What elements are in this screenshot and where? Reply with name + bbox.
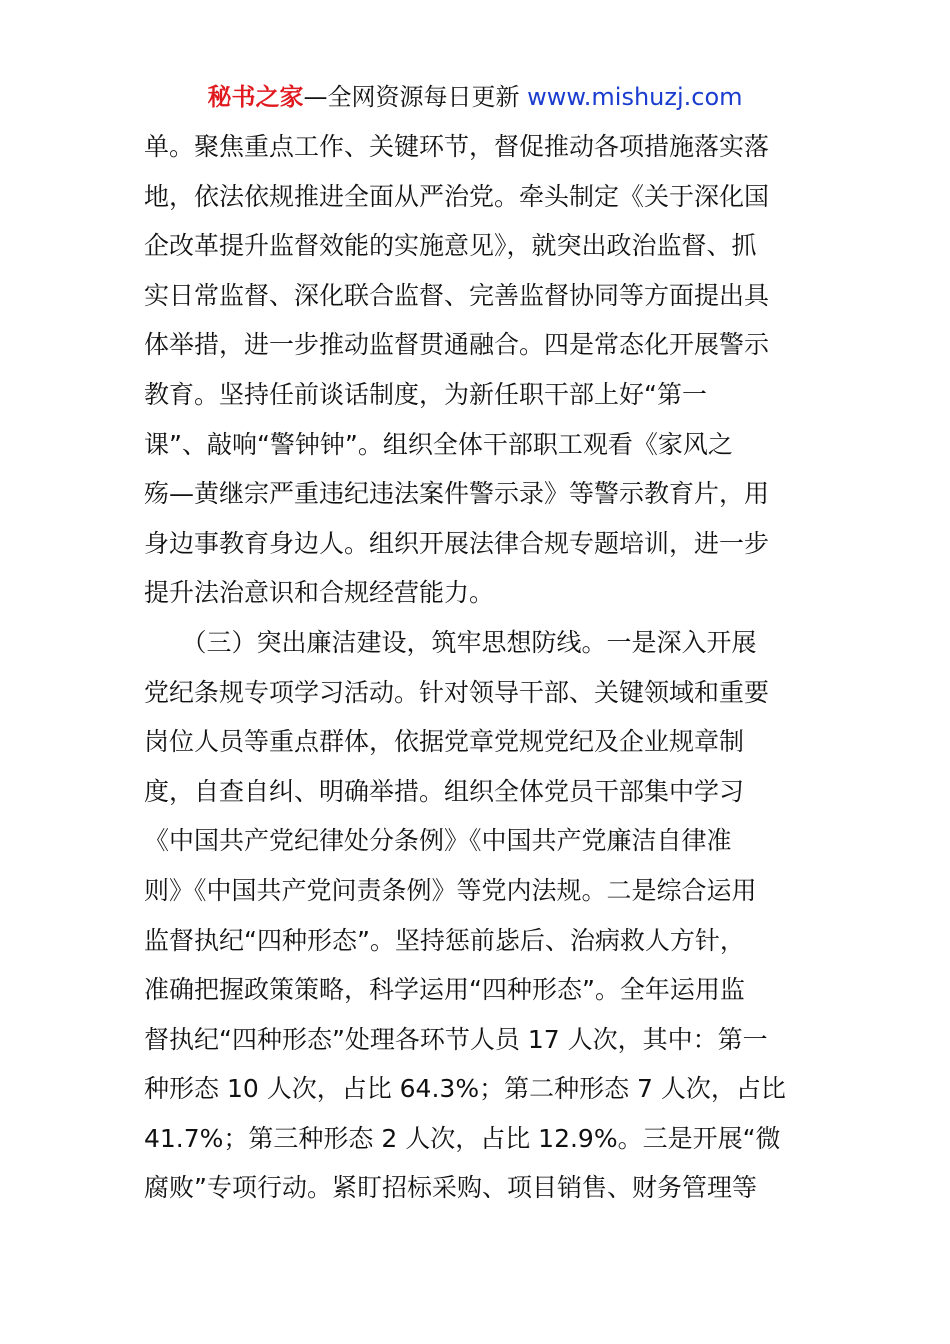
text-line: 提升法治意识和合规经营能力。 — [144, 578, 495, 608]
text-line: 身边事教育身边人。组织开展法律合规专题培训，进一步 — [144, 528, 770, 558]
text-line: 督执纪“四种形态”处理各环节人员 17 人次，其中：第一 — [144, 1024, 768, 1054]
brand-name: 秘书之家 — [207, 83, 304, 111]
text-line: 41.7%；第三种形态 2 人次，占比 12.9%。三是开展“微 — [144, 1123, 781, 1153]
text-line: 监督执纪“四种形态”。坚持惩前毖后、治病救人方针， — [144, 925, 745, 955]
text-line: 教育。坚持任前谈话制度，为新任职干部上好“第一 — [144, 379, 707, 409]
site-url-link[interactable]: www.mishuzj.com — [527, 83, 743, 111]
document-body — [144, 122, 814, 1213]
text-line: 课”、敲响“警钟钟”。组织全体干部职工观看《家风之 — [144, 429, 733, 459]
text-line: 党纪条规专项学习活动。针对领导干部、关键领域和重要 — [144, 677, 770, 707]
text-line: 地，依法依规推进全面从严治党。牵头制定《关于深化国 — [144, 181, 770, 211]
header-tagline: —全网资源每日更新 — [303, 83, 520, 111]
text-line: 度，自查自纠、明确举措。组织全体党员干部集中学习 — [144, 776, 745, 806]
text-line: 岗位人员等重点群体，依据党章党规党纪及企业规章制 — [144, 727, 745, 757]
text-line: 腐败”专项行动。紧盯招标采购、项目销售、财务管理等 — [144, 1173, 757, 1203]
text-line: 《中国共产党纪律处分条例》《中国共产党廉洁自律准 — [144, 826, 732, 856]
text-line: 种形态 10 人次，占比 64.3%；第二种形态 7 人次，占比 — [144, 1074, 786, 1104]
text-line: 殇—黄继宗严重违纪违法案件警示录》等警示教育片，用 — [144, 479, 770, 509]
page-header — [0, 80, 950, 114]
text-line: 单。聚焦重点工作、关键环节，督促推动各项措施落实落 — [144, 132, 770, 161]
text-line: 实日常监督、深化联合监督、完善监督协同等方面提出具 — [144, 280, 770, 310]
text-line: 体举措，进一步推动监督贯通融合。四是常态化开展警示 — [144, 330, 770, 360]
text-line: 企改革提升监督效能的实施意见》，就突出政治监督、抓 — [144, 231, 757, 261]
text-line: 则》《中国共产党问责条例》等党内法规。二是综合运用 — [144, 875, 757, 905]
text-line: 准确把握政策策略，科学运用“四种形态”。全年运用监 — [144, 975, 745, 1005]
text-line: （三）突出廉洁建设，筑牢思想防线。一是深入开展 — [144, 627, 757, 657]
